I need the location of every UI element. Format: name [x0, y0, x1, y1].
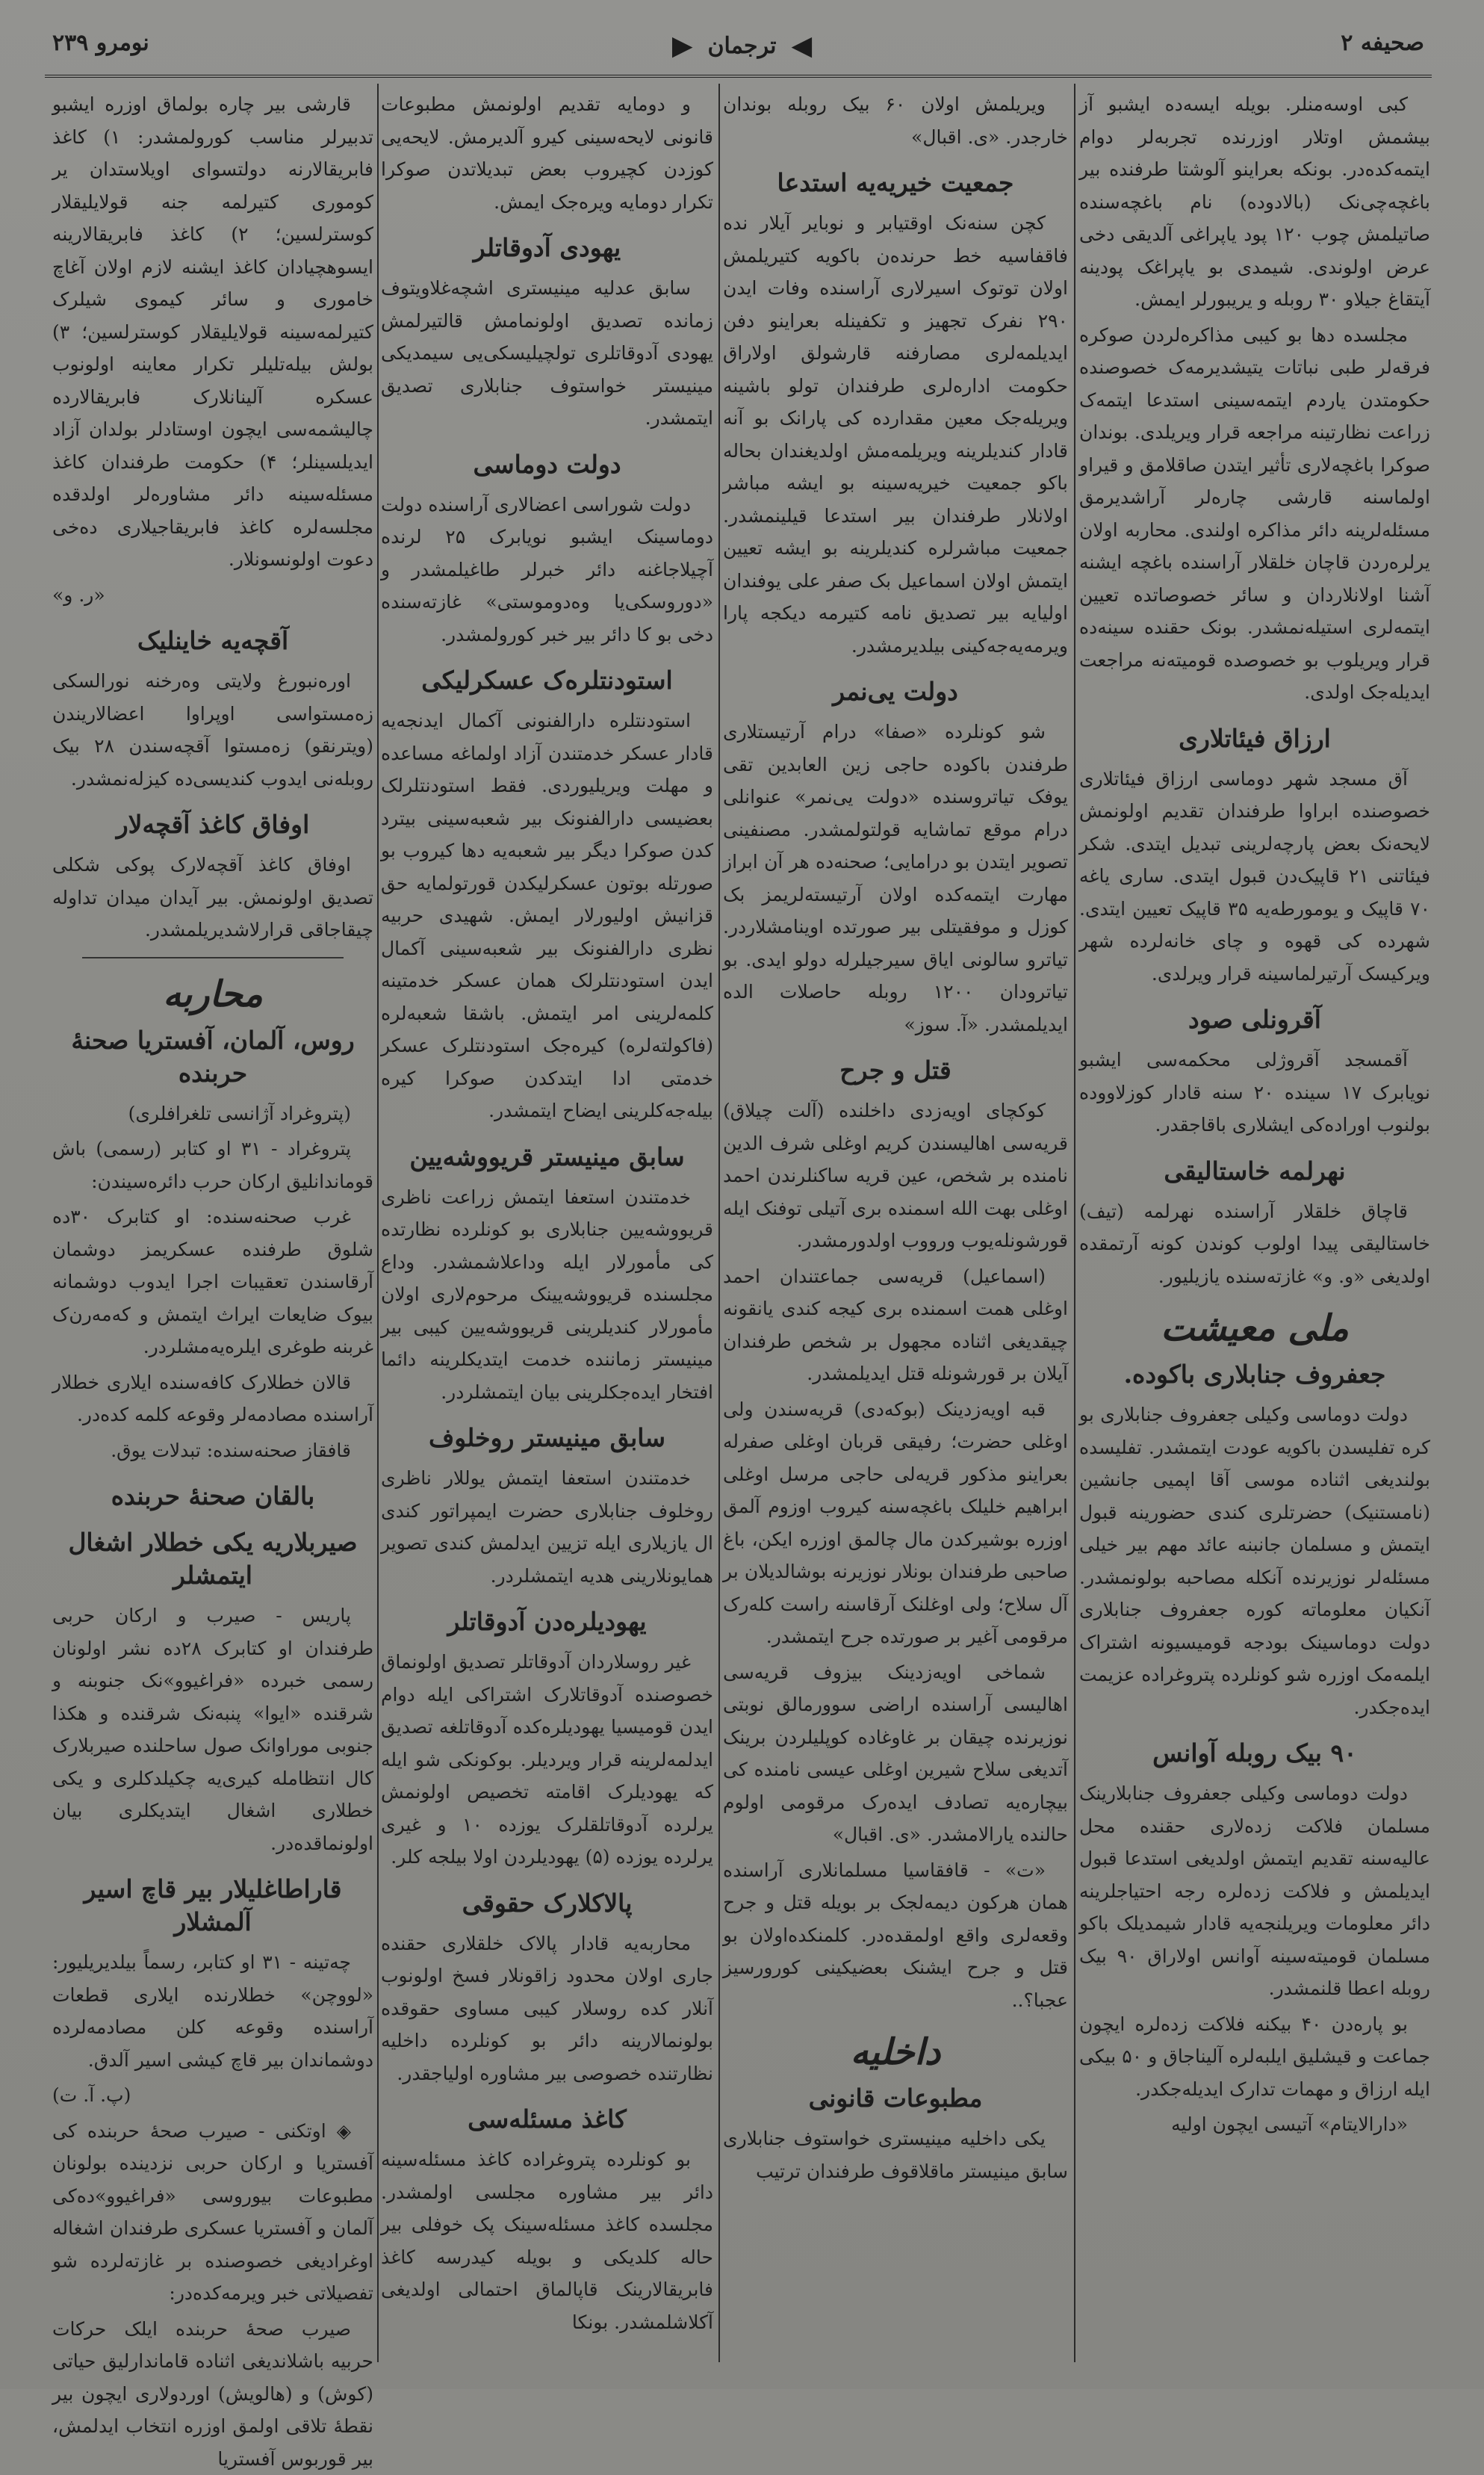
article-paragraph: ◈ اوتکنی - صیرب صحهٔ حربنده کی آفستریا و ارکان حربی نزدینده بولونان مطبوعات بیوروسی «فراغیوو»ده‌کی آلمان و آفستریا عسکری طرفندان اشغاله اوغرادیغی خصوصنده بر غازته‌لرده شو تفصیلاتی خبر ویرمه‌کده‌در:	[52, 2115, 373, 2310]
article-paragraph: دولت دوماسی وکیلی جعفروف جنابلارینک مسلمان فلاکت زده‌لاری حقنده محل عالیه‌سنه تقدیم ایتمش اولدیغی استدعا قبول ایدیلمش و فلاکت زده‌لره رجه احتیاجلرینه دائر معلومات ویریلنجه‌یه قادار شیمدیلک باکو مسلمان قومیته‌سینه آوانس اولاراق ۹۰ بیک روبله اعطا قلنمشدر.	[1079, 1777, 1430, 2005]
article-paragraph: پاریس - صیرب و ارکان حربی طرفندان او کتابرک ۲۸ده نشر اولونان رسمی خبرده «فراغیوو»نک جنوبنه و شرقنده «ایوا» پنبه‌نک شرقنده و هکذا جنوبی موراوانک صول ساحلنده صیربلارک کال انتظامله کیری‌یه چکیلدکلری و یکی خطلاری اشغال ایتدیکلری بیان اولونماقده‌در.	[52, 1599, 373, 1859]
article-paragraph: چه‌تینه - ۳۱ او کتابر، رسماً بیلدیریلیور: «لوو‌چن» خطلارنده ایلاری قطعات آراسنده وقوعه کلن مصادمه‌لرده دوشماندان بیر قاچ کیشی اسیر آلدق.	[52, 1946, 373, 2076]
source-signature: (پ. آ. ت)	[52, 2079, 373, 2112]
column-divider	[718, 84, 720, 2362]
section-heading: استودنتلره‌ک عسکرلیکی	[381, 664, 713, 697]
article-paragraph: آق مسجد شهر دوماسی ارزاق فیئاتلاری خصوصنده ابراوا طرفندان تقدیم اولونمش لایحه‌نک بعض پارچه‌لرینی تبدیل ایتدی. شکر فیئاتنی ۲۱ قاپیک‌دن قبول ایتدی. ساری یاغه ۷۰ قاپیک و یومورطه‌یه ۳۵ قاپیک تعیین ایتدی. شهرده کی قهوه و چای خانه‌لرده شهر ویرکیسک آرتیرلماسینه قرار ویرلدی.	[1079, 763, 1430, 991]
section-heading: محاربه	[52, 978, 373, 1011]
article-paragraph: استودنتلره دارالفنونی آکمال ایدنجه‌یه قادار عسکر خدمتندن آزاد اولماغه مساعده و مهلت ویریلیوردی. فقط استودنتلرلک بعضیسی دارالفنونک بیر شعبه‌سینی بیترد کدن صوکرا دیگر بیر شعبه‌یه دها کیروب بو صورتله بوتون عسکرلیکدن قورتولمایه حق قزانیش اولیورلار ایمش. شهیدی حربیه نظری دارالفنونک بیر شعبه‌سینی آکمال ایدن استودنتلرلک همان عسکر خدمتینه کلمه‌لرینی امر ایتمش. باشقا شعبه‌لره (فاکولته‌لره) کیره‌جک استودنتلرک عسکر خدمتی ادا ایتدکدن صوکرا کیره بیله‌جه‌کلرینی ایضاح ایتمشدر.	[381, 704, 713, 1127]
section-heading: اوفاق کاغذ آقچه‌لار	[52, 808, 373, 841]
section-separator	[82, 957, 344, 958]
article-paragraph: قارشی بیر چاره بولماق اوزره ایشبو تدبیرلر مناسب کورولمشدر: ۱) کاغذ فابریقالارنه دولتسوای اویلاستدان یر کوموری کتیرلمه جنه قولایلیقلار کوسترلسین؛ ۲) کاغذ فابریقالارینه ایسوهچیادان کاغذ ایشنه لازم اولان آغاچ خاموری و سائر کیموی شیلرک کتیرلمه‌سینه قولایلیقلار کوسترلسین؛ ۳) بولش بیله‌تلیلر تکرار معاینه اولونوب عسکره آلینانلارک فابریقالارده چالیشمه‌سی ایچون اوستادلر بولدان آزاد ایدیلسینلر؛ ۴) حکومت طرفندان کاغذ مسئله‌سینه دائر مشاوره‌لر اولدقده مجلسه‌لره کاغذ فابریقاجیلاری ده‌خی دعوت اولونسونلار.	[52, 88, 373, 576]
column-3	[381, 88, 713, 2359]
article-paragraph: سابق عدلیه مینیستری اشچه‌غلاویتوف زمانده تصدیق اولونمامش قالتیرلمش یهودی آدوقاتلری تولچیلیسکی‌یی سیمدیکی مینیستر خواستوف جنابلاری تصدیق ایتمشدر.	[381, 272, 713, 435]
article-paragraph: قاچاق خلقلار آراسنده نهرلمه (تیف) خاستالیقی پیدا اولوب کوندن کونه آرتمقده اولدیغی «و. و» غازته‌سنده یازیلیور.	[1079, 1195, 1430, 1293]
article-paragraph: و دومایه تقدیم اولونمش مطبوعات قانونی لایحه‌سینی کیرو آلدیرمش. لایحه‌یی کوزدن کچیروب بعض تبدیلاتدن صوکرا تکرار دومایه ویره‌جک ایمش.	[381, 88, 713, 218]
article-paragraph: (پتروغراد آژانسی تلغرافلری)	[52, 1097, 373, 1130]
header-rule	[45, 75, 1432, 78]
article-paragraph: خدمتندن استعفا ایتمش یوللار ناظری روخلوف جنابلاری حضرت ایمپراتور کندی ال یازیلاری ایله تزیین ایدلمش کندی تصویر همایونلارینی هدیه ایتمشلردر.	[381, 1462, 713, 1592]
article-paragraph: ویریلمش اولان ۶۰ بیک روبله بوندان خارجدر. «ی. اقبال»	[723, 88, 1068, 153]
section-heading: کاغذ مسئله‌سی	[381, 2103, 713, 2136]
section-heading: بالقان صحنهٔ حربنده	[52, 1480, 373, 1513]
article-paragraph: کچن سنه‌نک اوقتیابر و نوبایر آیلار نده فاقفاسیه خط حرنده‌ن باکویه کتیریلمش اولان توتوک اسیرلاری آراسنده وفات ایدن ۲۹۰ نفرک تجهیز و تکفینله بعراینو دفن ایدیلمه‌لری مصارفنه قارشولق اولاراق حکومت اداره‌لری طرفندان تولو باشینه ویریله‌جک معین مقدارده کی پارانک بو آنه قادار کندیلرینه ویریلمه‌مش اولدیغندان بحاله باکو جمعیت خیریه‌سینه بو ایشه مباشر اولانلار طرفندان بیر استدعا قیلینمشدر. جمعیت مباشرلره کندیلرینه بو ایشه تعیین ایتمش اولان اسماعیل بک صفر علی یوفندان اولیایه بیر تصدیق نامه کتیرمه دیکجه پارا ویرمه‌یه‌جه‌کینی بیلدیرمشدر.	[723, 207, 1068, 662]
section-heading: یهودی آدوقاتلر	[381, 232, 713, 264]
article-paragraph: دولت دوماسی وکیلی جعفروف جنابلاری بو کره تفلیسدن باکویه عودت ایتمشدر. تفلیسده بولندیغی اثناده موسی آقا اپمیی جانشین (نامستنیک) حضرتلری کندی حضورینه قبول ایتمش و مسلمان جانبنه عائد مهم بیر خیلی مسئله‌لر نوزیرنده آنکله مصاحبه بولونمشدر. آنکیان معلوماته کوره جعفروف جنابلاری دولت دوماسینک بودجه قومیسیونه اشتراک ایلمه‌مک اوزره شو کونلرده پتروغراده عزیمت ایده‌جکدر.	[1079, 1398, 1430, 1723]
page-number-label: صحیفه ۲	[1341, 30, 1424, 56]
section-heading: پالاکلارک حقوقی	[381, 1887, 713, 1920]
section-heading: ارزاق فیئاتلاری	[1079, 722, 1430, 755]
section-heading: آقچه‌یه خاینلیک	[52, 625, 373, 657]
article-paragraph: (اسماعیل) قریه‌سی جماعتندان احمد اوغلی همت اسمنده بری کیجه کندی یانقونه چیقدیغی اثناده مجهول بر شخص طرفندان آیلان بر قورشونله قتل ایدیلمشدر.	[723, 1260, 1068, 1390]
article-paragraph: کبی اوسه‌منلر. بویله ایسه‌ده ایشبو آز بیشمش اوتلار اوزرنده تجربه‌لر دوام ایتمه‌کده‌در. بونکه بعراینو آلوشتا طرفنده بیر باغچه‌چی‌نک (بالادوده) نام باغچه‌سنده صاتیلمش چوب ۱۲۰ پود یاپراغی آلدیقی دخی عرض اولوندی. شیمدی بو یاپراغک پودینه آیتقاغ جیلاو ۳۰ روبله و یریبورلر ایمش.	[1079, 88, 1430, 316]
section-heading: داخلیه	[723, 2036, 1068, 2069]
section-heading: یهودیلره‌دن آدوقاتلر	[381, 1605, 713, 1638]
section-heading: نهرلمه خاستالیقی	[1079, 1155, 1430, 1188]
section-heading: سابق مینیستر قریووشه‌یین	[381, 1141, 713, 1174]
article-paragraph: محاربه‌یه قادار پالاک خلقلاری حقنده جاری اولان محدود زاقونلار فسخ اولونوب آنلار کده روسلار کیبی مساوی حقوقده بولونمالارینه دائر بو کونلرده داخلیه نظارتنده خصوصی بیر مشاوره اولیاجقدر.	[381, 1927, 713, 2090]
section-heading: روس، آلمان، آفستریا صحنهٔ حربنده	[52, 1024, 373, 1090]
article-paragraph: کوکچای اویه‌زدی داخلنده (آلت چیلاق) قریه‌سی اهالیسندن کریم اوغلی شرف الدین نامنده بر شخص، عین قریه ساکنلرندن احمد اوغلی بهت الله اسمنده بری آتیلی توفنک ایله قورشونله‌یوب ورووب اولدورمشدر.	[723, 1094, 1068, 1257]
article-paragraph: غیر روسلاردان آدوقاتلر تصدیق اولونماق خصوصنده آدوقاتلارک اشتراکی ایله دوام ایدن قومیسیا یهودیلره‌کده آدوقاتلغه تصدیق ایدلمه‌لرینه قرار ویردیلر. بوکونکی شو ایله که یهودیلرک اقامته تخصیص اولونمش یرلرده آدوقاتلقلرک یوزده ۱۰ و غیری یرلرده یوزده (۵) یهودیلردن اولا بیلجه کلر.	[381, 1646, 713, 1874]
article-paragraph: «دارالایتام» آتیسی ایچون اولیه	[1079, 2108, 1430, 2141]
newspaper-title: ترجمان	[708, 33, 777, 59]
section-heading: قتل و جرح	[723, 1054, 1068, 1087]
article-paragraph: یکی داخلیه مینیستری خواستوف جنابلاری سابق مینیستر ماقلاقوف طرفندان ترتیب	[723, 2122, 1068, 2187]
article-paragraph: بو پاره‌دن ۴۰ بیکنه فلاکت زده‌لره ایچون جماعت و قیشلیق ایلبه‌لره آلیناجاق و ۵۰ بیکی ایله ارزاق و مهمات تدارک ایدیله‌جکدر.	[1079, 2008, 1430, 2106]
section-heading: مطبوعات قانونی	[723, 2082, 1068, 2115]
section-heading: ۹۰ بیک روبله آوانس	[1079, 1737, 1430, 1770]
section-heading: جعفروف جنابلاری باکوده.	[1079, 1358, 1430, 1391]
article-paragraph: قالان خطلارک کافه‌سنده ایلاری خطلار آراسنده مصادمه‌لر وقوعه کلمه کده‌در.	[52, 1366, 373, 1431]
arrow-right-icon: ◀	[791, 30, 812, 61]
article-paragraph: دولت شوراسی اعضالاری آراسنده دولت دوماسینک ایشبو نویابرک ۲۵ لرنده آچیلاجاغنه دائر خبرلر طاغیلمشدر و «دوروسکی‌یا وه‌دوموستی» غازته‌سنده دخی بو کا دائر بیر خبر کورولمشدر.	[381, 489, 713, 651]
article-paragraph: قبه اویه‌زدینک (بوکه‌دی) قریه‌سندن ولی اوغلی حضرت؛ رفیقی قربان اوغلی صفرله بعراینو مذکور قریه‌لی حاجی مرسل اوغلی ابراهیم خلیلک باغچه‌سنه کیروب اوزوم آلمق اوزره بوشیرکدن مال چالمق اوزره ایکن، باغ صاحبی طرفندان بونلار نوزیرنه بوشالدیلان بر آل سلاح؛ ولی اوغلنک آرقاسنه راست کله‌رک مرقومی آغیر بر صورتده جرح ایتمشدر.	[723, 1393, 1068, 1653]
section-heading: سابق مینیستر روخلوف	[381, 1422, 713, 1455]
article-paragraph: شو کونلرده «صفا» درام آرتیستلاری طرفندن باکوده حاجی زین العابدین تقی یوفک تیاتروسنده «دولت یی‌نمر» عنوانلی درام موقع تماشایه قولتولمشدر. مصنفینی تصویر ایتدن بو درامایی؛ صحنه‌ده هر آن ابراز مهارت ایتمه‌کده اولان آرتیسته‌لریمز بک کوزل و موفقیتلی بیر صورتده اوینامشلاردر. تیاترو سالونی ایاق سیرجیلرله دولو ایدی. بو تیاترودان ۱۲۰۰ روبله حاصلات الده ایدیلمشدر. «آ. سوز»	[723, 716, 1068, 1041]
section-heading: دولت یی‌نمر	[723, 675, 1068, 708]
column-4	[52, 88, 373, 2359]
section-heading: ملی معیشت	[1079, 1312, 1430, 1345]
article-paragraph: اوره‌نبورغ ولایتی وه‌رخنه نورالسکی زه‌مستواسی اوپراوا اعضالاریندن (ویترنقو) زه‌مستوا آقچه‌سندن ۲۸ بیک روبله‌نی ایدوب کندیسی‌ده کیزله‌نمشدر.	[52, 665, 373, 795]
masthead	[672, 30, 812, 61]
article-paragraph: مجلسده دها بو کیبی مذاکره‌لردن صوکره فرقه‌لر طبی نباتات یتیشدیرمه‌ک خصوصنده حکومتدن یاردم ایتمه‌سینی استدعا ایتمه‌ک زراعت نظارتینه مراجعه قرار ویریلدی. بوندان صوکرا باغچه‌لاری تأثیر ایتدن صاقلامق و قیراو اولماسنه قارشی چاره‌لر آراشدیرمق مسئله‌لرینه دائر مذاکره اولندی. محاربه اولان یرلره‌ردن قاچان خلقلار آراسنده باغچه ایشنه آشنا اولانلاردان و سائر خصوصاتده تعیین ایتمه‌لری استیله‌نمشدر. بونک حقنده سینه‌ده قرار ویریلوب بو خصوصده قومیته‌نه مراجعت ایدیله‌جک اولدی.	[1079, 319, 1430, 709]
column-divider	[1074, 84, 1075, 2362]
article-paragraph: خدمتندن استعفا ایتمش زراعت ناظری قریووشه‌یین جنابلاری بو کونلرده نظارتده کی مأمورلار ایله وداعلاشمشدر. وداع مجلسنده قریووشه‌یینک مرحوم‌لاری اولان مأمورلار کندیلرینی قریووشه‌یین کیبی بیر مینیستر زماننده خدمت ایتدیکلرینه دائما افتخار ایده‌جکلرینی بیان ایتمشلردر.	[381, 1181, 713, 1409]
section-heading: دولت دوماسی	[381, 448, 713, 481]
section-heading: جمعیت خیریه‌یه استدعا	[723, 167, 1068, 199]
section-heading: صیربلاریه یکی خطلار اشغال ایتمشلر	[52, 1526, 373, 1592]
column-1	[1079, 88, 1430, 2359]
column-divider	[377, 84, 379, 2362]
column-2	[723, 88, 1068, 2359]
arrow-left-icon: ▶	[672, 30, 693, 61]
article-paragraph: «ت» - قافقاسیا مسلمانلاری آراسنده همان هرکون دیمه‌لجک بر بویله قتل و جرح وقعه‌لری واقع اولمقده‌در. کلمنکده‌اولان بو قتل و جرح ایشنک بعضیکینی کورورسیز عجبا؟..	[723, 1854, 1068, 2017]
article-paragraph: صیرب صحهٔ حربنده ایلک حرکات حربیه باشلاندیغی اثناده قاماندارلیق حیاتی (کوش) و (هالویش) اوردولاری ایچون بیر نقطهٔ تلاقی اولمق اوزره انتخاب ایدلمش، بیر قوربوس آفستریا	[52, 2313, 373, 2475]
section-heading: قاراطاغلیلار بیر قاچ اسیر آلمشلار	[52, 1873, 373, 1939]
article-paragraph: اوفاق کاغذ آقچه‌لارک پوکی شکلی تصدیق اولونمش. بیر آیدان میدان تداوله چیقاجاقی قرارلاشدیریلمشدر.	[52, 849, 373, 947]
article-paragraph: غرب صحنه‌سنده: او کتابرک ۳۰ده شلوق طرفنده عسکریمز دوشمان آرقاسندن تعقیبات اجرا ایدوب دوشمانه بیوک ضایعات ایراث ایتمش و که‌مه‌رن‌ک غربنه طوغری ایلره‌یه‌مشلردر.	[52, 1201, 373, 1363]
article-paragraph: بو کونلرده پتروغراده کاغذ مسئله‌سینه دائر بیر مشاوره مجلسی اولمشدر. مجلسده کاغذ مسئله‌سینک پک خوفلی بیر حاله کلدیکی و بویله کیدرسه کاغذ فابریقالارینک قاپالماق احتمالی اولدیغی آکلاشلمشدر. بونکا	[381, 2143, 713, 2338]
section-heading: آقرونلی صود	[1079, 1003, 1430, 1036]
article-paragraph: شماخی اویه‌زدینک بیزوف قریه‌سی اهالیسی آراسنده اراضی سوورمالق نوبتی نوزیرنده چیقان بر غاوغاده کوپلیلردن برینک آتدیغی سلاح شیرین اوغلی عیسی نامنده کی بیچاره‌یه تصادف ایده‌رک مرقومی اولوم حالنده یارالامشدر. «ی. اقبال»	[723, 1656, 1068, 1851]
article-paragraph: پتروغراد - ۳۱ او کتابر (رسمی) باش قوماندانلیق ارکان حرب دائره‌سیندن:	[52, 1133, 373, 1198]
issue-number: نومرو ۲۳۹	[52, 30, 149, 56]
source-signature: «ر. و»	[52, 579, 373, 612]
article-paragraph: آقمسجد آقروژلی محکمه‌سی ایشبو نویابرک ۱۷ سینده ۲۰ سنه قادار کوزلاووده بولنوب اوراده‌کی ایشلاری باقاجقدر.	[1079, 1044, 1430, 1142]
article-paragraph: قافقاز صحنه‌سنده: تبدلات یوق.	[52, 1434, 373, 1467]
